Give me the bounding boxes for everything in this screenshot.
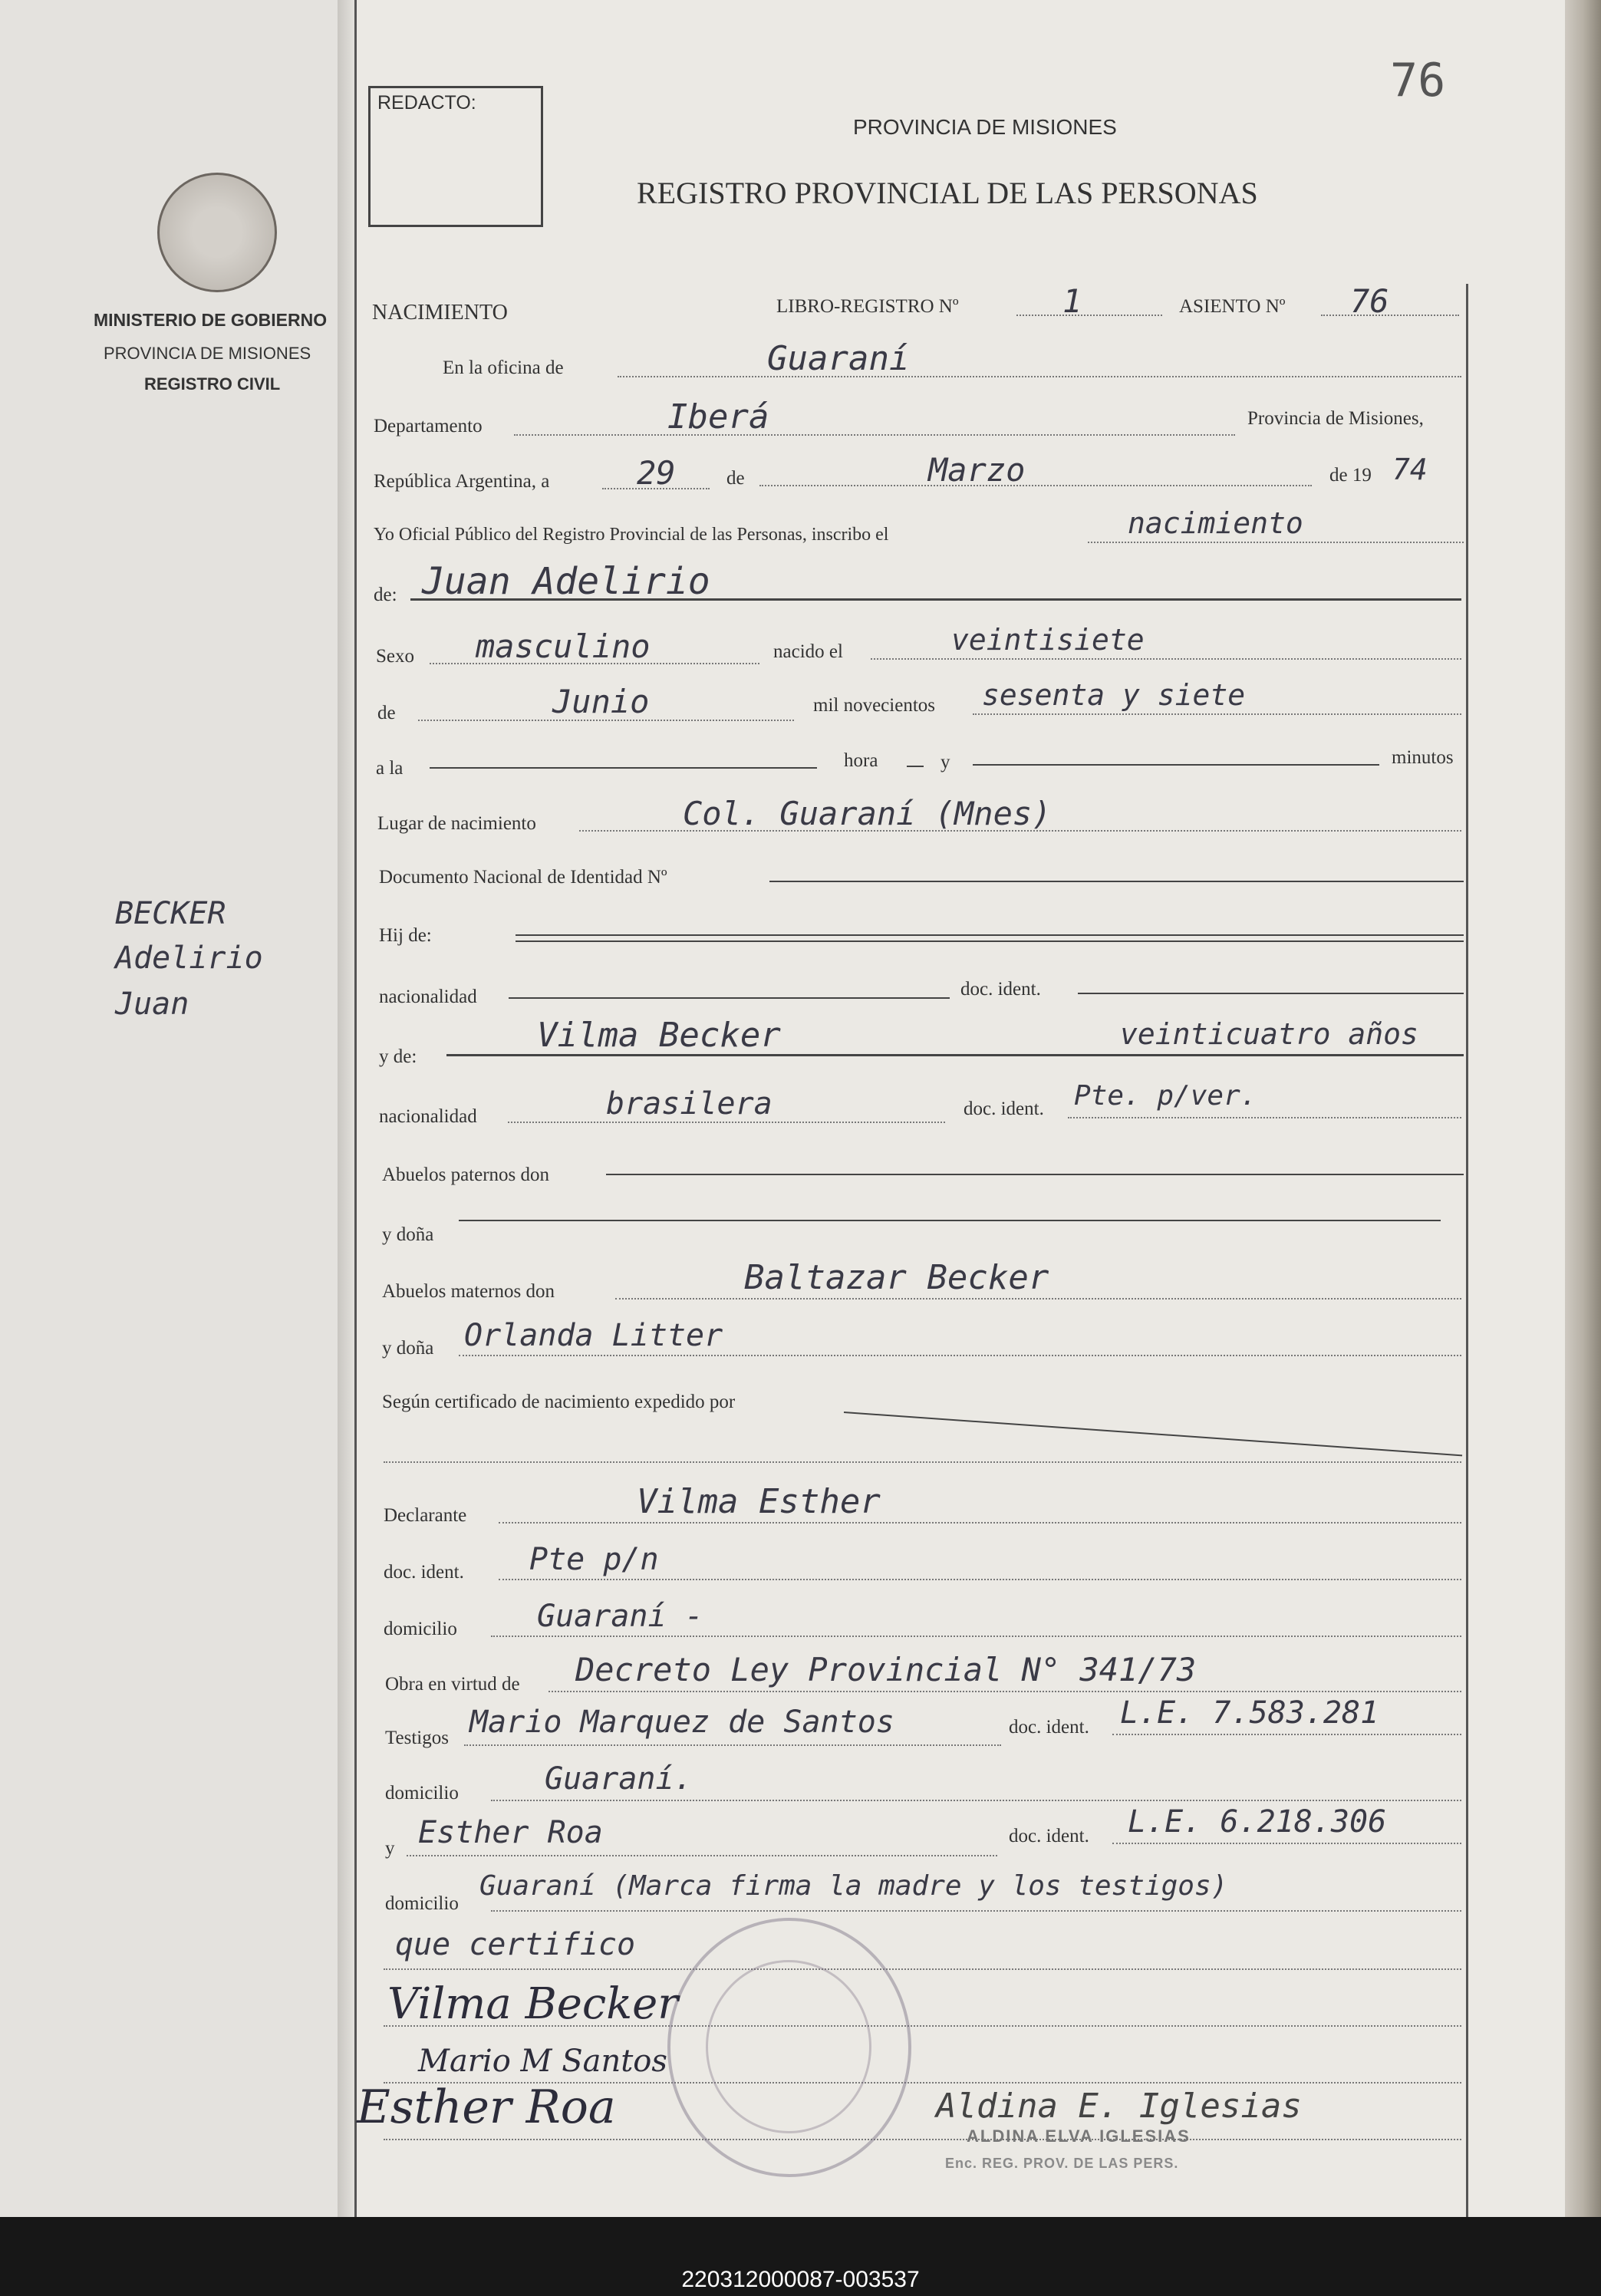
departamento-value: Iberá — [667, 397, 769, 436]
page-number: 76 — [1390, 54, 1446, 107]
yo-oficial-label: Yo Oficial Público del Registro Provincial de las Personas, inscribo el — [374, 525, 889, 545]
asiento-value: 76 — [1350, 282, 1389, 320]
declarante-domicilio-value: Guaraní - — [537, 1599, 703, 1634]
nacimiento-label: NACIMIENTO — [372, 301, 508, 324]
lugar-value: Col. Guaraní (Mnes) — [683, 795, 1052, 832]
sexo-value: masculino — [476, 628, 651, 665]
testigo1-doc-value: L.E. 7.583.281 — [1120, 1695, 1379, 1731]
doc-ident-label-1: doc. ident. — [960, 979, 1041, 1000]
margin-surname: BECKER — [115, 896, 226, 931]
testigos-label: Testigos — [385, 1728, 449, 1748]
doc-ident-label-5: doc. ident. — [1009, 1826, 1089, 1846]
domicilio-label-3: domicilio — [385, 1893, 459, 1914]
segun-certificado-label: Según certificado de nacimiento expedido por — [382, 1392, 736, 1412]
declarante-label: Declarante — [384, 1505, 467, 1526]
madre-doc-value: Pte. p/ver. — [1074, 1080, 1257, 1112]
nacionalidad-label-1: nacionalidad — [379, 987, 477, 1007]
mil-novecientos-label: mil novecientos — [813, 695, 935, 716]
abuelos-maternos-label: Abuelos maternos don — [382, 1281, 555, 1302]
signature-madre: Vilma Becker — [387, 1979, 679, 2029]
minutos-label: minutos — [1392, 747, 1454, 768]
republica-label: República Argentina, a — [374, 471, 550, 492]
signature-testigo1: Mario M Santos — [418, 2044, 667, 2079]
hora-label: hora — [844, 750, 878, 771]
madre-nacionalidad-value: brasilera — [606, 1086, 772, 1122]
nacido-el-value: veintisiete — [951, 623, 1145, 657]
asiento-label: ASIENTO Nº — [1179, 296, 1286, 317]
anio-value: 74 — [1392, 453, 1428, 486]
testigo1-value: Mario Marquez de Santos — [469, 1705, 894, 1740]
obra-label: Obra en virtud de — [385, 1674, 520, 1695]
nombre-value: Juan Adelirio — [422, 560, 710, 603]
obra-value: Decreto Ley Provincial N° 341/73 — [575, 1651, 1197, 1688]
libro-label: LIBRO-REGISTRO Nº — [776, 296, 959, 317]
province-header: PROVINCIA DE MISIONES — [853, 115, 1117, 139]
margin-name1: Adelirio — [115, 940, 263, 976]
departamento-label: Departamento — [374, 416, 483, 436]
testigo2-doc-value: L.E. 6.218.306 — [1128, 1804, 1387, 1840]
nacido-el-label: nacido el — [773, 641, 843, 662]
left-page — [0, 0, 353, 2217]
y-dona-label-1: y doña — [382, 1224, 434, 1245]
y-label-1: y — [941, 752, 950, 772]
a-la-label: a la — [376, 758, 404, 779]
abuela-materna-value: Orlanda Litter — [464, 1318, 723, 1353]
madre-edad-value: veinticuatro años — [1120, 1017, 1418, 1051]
lugar-label: Lugar de nacimiento — [377, 813, 536, 834]
de-label-1: de — [726, 468, 745, 489]
testigo1-domicilio-value: Guaraní. — [545, 1761, 693, 1797]
oficina-label: En la oficina de — [443, 357, 564, 378]
de-colon-label: de: — [374, 585, 397, 605]
y-label-2: y — [385, 1838, 395, 1859]
ministry-label: MINISTERIO DE GOBIERNO — [94, 310, 328, 330]
hijo-de-label: Hij de: — [379, 925, 432, 946]
testigo2-domicilio-value: Guaraní (Marca firma la madre y los testigos) — [479, 1870, 1228, 1902]
provincia-misiones-label: Provincia de Misiones, — [1247, 408, 1424, 429]
certifico-value: que certifico — [395, 1927, 636, 1962]
margin-name2: Juan — [115, 987, 189, 1022]
madre-value: Vilma Becker — [537, 1016, 781, 1055]
doc-ident-label-3: doc. ident. — [384, 1562, 464, 1583]
book-edge — [1565, 0, 1601, 2217]
nacionalidad-label-2: nacionalidad — [379, 1106, 477, 1127]
inscribo-value: nacimiento — [1128, 506, 1303, 540]
domicilio-label-1: domicilio — [384, 1619, 457, 1639]
dni-label: Documento Nacional de Identidad Nº — [379, 867, 667, 888]
libro-value: 1 — [1062, 282, 1082, 320]
coat-of-arms-seal — [157, 173, 277, 292]
y-dona-label-2: y doña — [382, 1338, 434, 1359]
registry-title: REGISTRO PROVINCIAL DE LAS PERSONAS — [637, 176, 1258, 210]
redacto-label: REDACTO: — [377, 92, 476, 114]
anio-nac-value: sesenta y siete — [982, 678, 1246, 712]
y-de-label: y de: — [379, 1046, 417, 1067]
signature-oficial: Aldina E. Iglesias — [936, 2087, 1302, 2126]
sexo-label: Sexo — [376, 646, 414, 667]
declarante-doc-value: Pte p/n — [529, 1542, 659, 1577]
province-label-left: PROVINCIA DE MISIONES — [104, 344, 311, 363]
oficial-title: Enc. REG. PROV. DE LAS PERS. — [945, 2156, 1179, 2171]
mes-value: Marzo — [928, 451, 1026, 489]
abuelos-paternos-label: Abuelos paternos don — [382, 1164, 550, 1185]
abuelo-materno-value: Baltazar Becker — [744, 1258, 1049, 1297]
de-label-2: de — [377, 703, 396, 723]
de-year-label: de 19 — [1329, 465, 1372, 486]
civil-registry-label: REGISTRO CIVIL — [144, 374, 281, 394]
oficial-printed-name: ALDINA ELVA IGLESIAS — [967, 2126, 1191, 2146]
doc-ident-label-2: doc. ident. — [964, 1099, 1044, 1119]
doc-ident-label-4: doc. ident. — [1009, 1717, 1089, 1738]
official-stamp-inner — [706, 1960, 871, 2133]
declarante-value: Vilma Esther — [637, 1482, 881, 1521]
oficina-value: Guaraní — [767, 339, 910, 378]
footer-id: 220312000087-003537 — [681, 2267, 920, 2292]
mes-nac-value: Junio — [552, 683, 650, 720]
form-left-border — [354, 0, 357, 2217]
signature-testigo2: Esther Roa — [357, 2080, 616, 2134]
domicilio-label-2: domicilio — [385, 1783, 459, 1804]
dia-value: 29 — [637, 454, 676, 492]
form-right-border — [1466, 284, 1468, 2217]
testigo2-value: Esther Roa — [418, 1815, 603, 1850]
